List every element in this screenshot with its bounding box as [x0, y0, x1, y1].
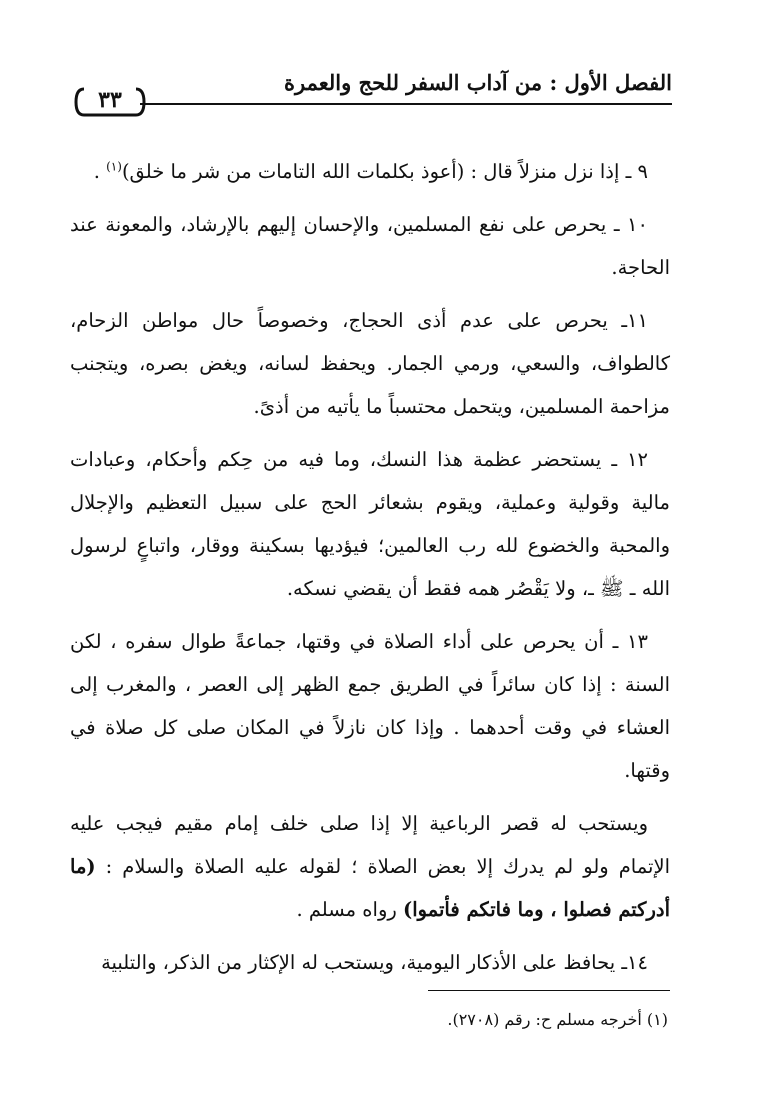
chapter-title: الفصل الأول : من آداب السفر للحج والعمرة [283, 70, 672, 95]
paragraph-13b-text: ويستحب له قصر الرباعية إلا إذا صلى خلف إمام مقيم فيجب عليه الإتمام ولو لم يدرك إلا بعض الصلاة ؛ لقوله عليه الصلاة والسلام : [70, 812, 670, 878]
paragraph-12: ١٢ ـ يستحضر عظمة هذا النسك، وما فيه من حِكم وأحكام، وعبادات مالية وقولية وعملية، ويقوم بشعائر الحج على سبيل التعظيم والإجلال والمحبة والخضوع لله رب العالمين؛ فيؤديها بسكينة ووقار، واتباعٍ لرسول الله ـ ﷺ ـ، ولا يَقْصُر همه فقط أن يقضي نسكه. [70, 448, 670, 600]
header-rule [140, 103, 672, 105]
page-number: ٣٣ [98, 87, 122, 113]
footnote: (١) أخرجه مسلم ح: رقم (٢٧٠٨). [447, 1010, 668, 1029]
page-header [74, 58, 672, 120]
paragraph-11: ١١ـ يحرص على عدم أذى الحجاج، وخصوصاً حال مواطن الزحام، كالطواف، والسعي، ورمي الجمار. ويحفظ لسانه، ويغض بصره، ويتجنب مزاحمة المسلمين، ويتحمل محتسباً ما يأتيه من أذىً. [70, 309, 670, 418]
footnote-separator [428, 990, 670, 991]
page-number-box [74, 85, 146, 119]
paragraph-13: ١٣ ـ أن يحرص على أداء الصلاة في وقتها، جماعةً طوال سفره ، لكن السنة : إذا كان سائراً في الطريق جمع الظهر إلى العصر ، والمغرب إلى العشاء في وقت أحدهما . وإذا كان نازلاً في المكان صلى كل صلاة في وقتها. [70, 630, 670, 782]
paragraph-9-tail: . [93, 160, 107, 183]
paragraph-9-text: ٩ ـ إذا نزل منزلاً قال : (أعوذ بكلمات الله التامات من شر ما خلق) [121, 160, 648, 183]
hadith-quote: (ما أدركتم فصلوا ، وما فاتكم فأتموا) [70, 855, 670, 921]
paragraph-13-continuation [70, 802, 670, 931]
paragraph-9 [70, 150, 670, 193]
main-text [70, 150, 670, 994]
paragraph-14: ١٤ـ يحافظ على الأذكار اليومية، ويستحب له الإكثار من الذكر، والتلبية [101, 951, 648, 974]
paragraph-10: ١٠ ـ يحرص على نفع المسلمين، والإحسان إليهم بالإرشاد، والمعونة عند الحاجة. [70, 213, 670, 279]
footnote-marker: (١) [106, 159, 122, 174]
paragraph-13b-tail: رواه مسلم . [296, 898, 403, 921]
